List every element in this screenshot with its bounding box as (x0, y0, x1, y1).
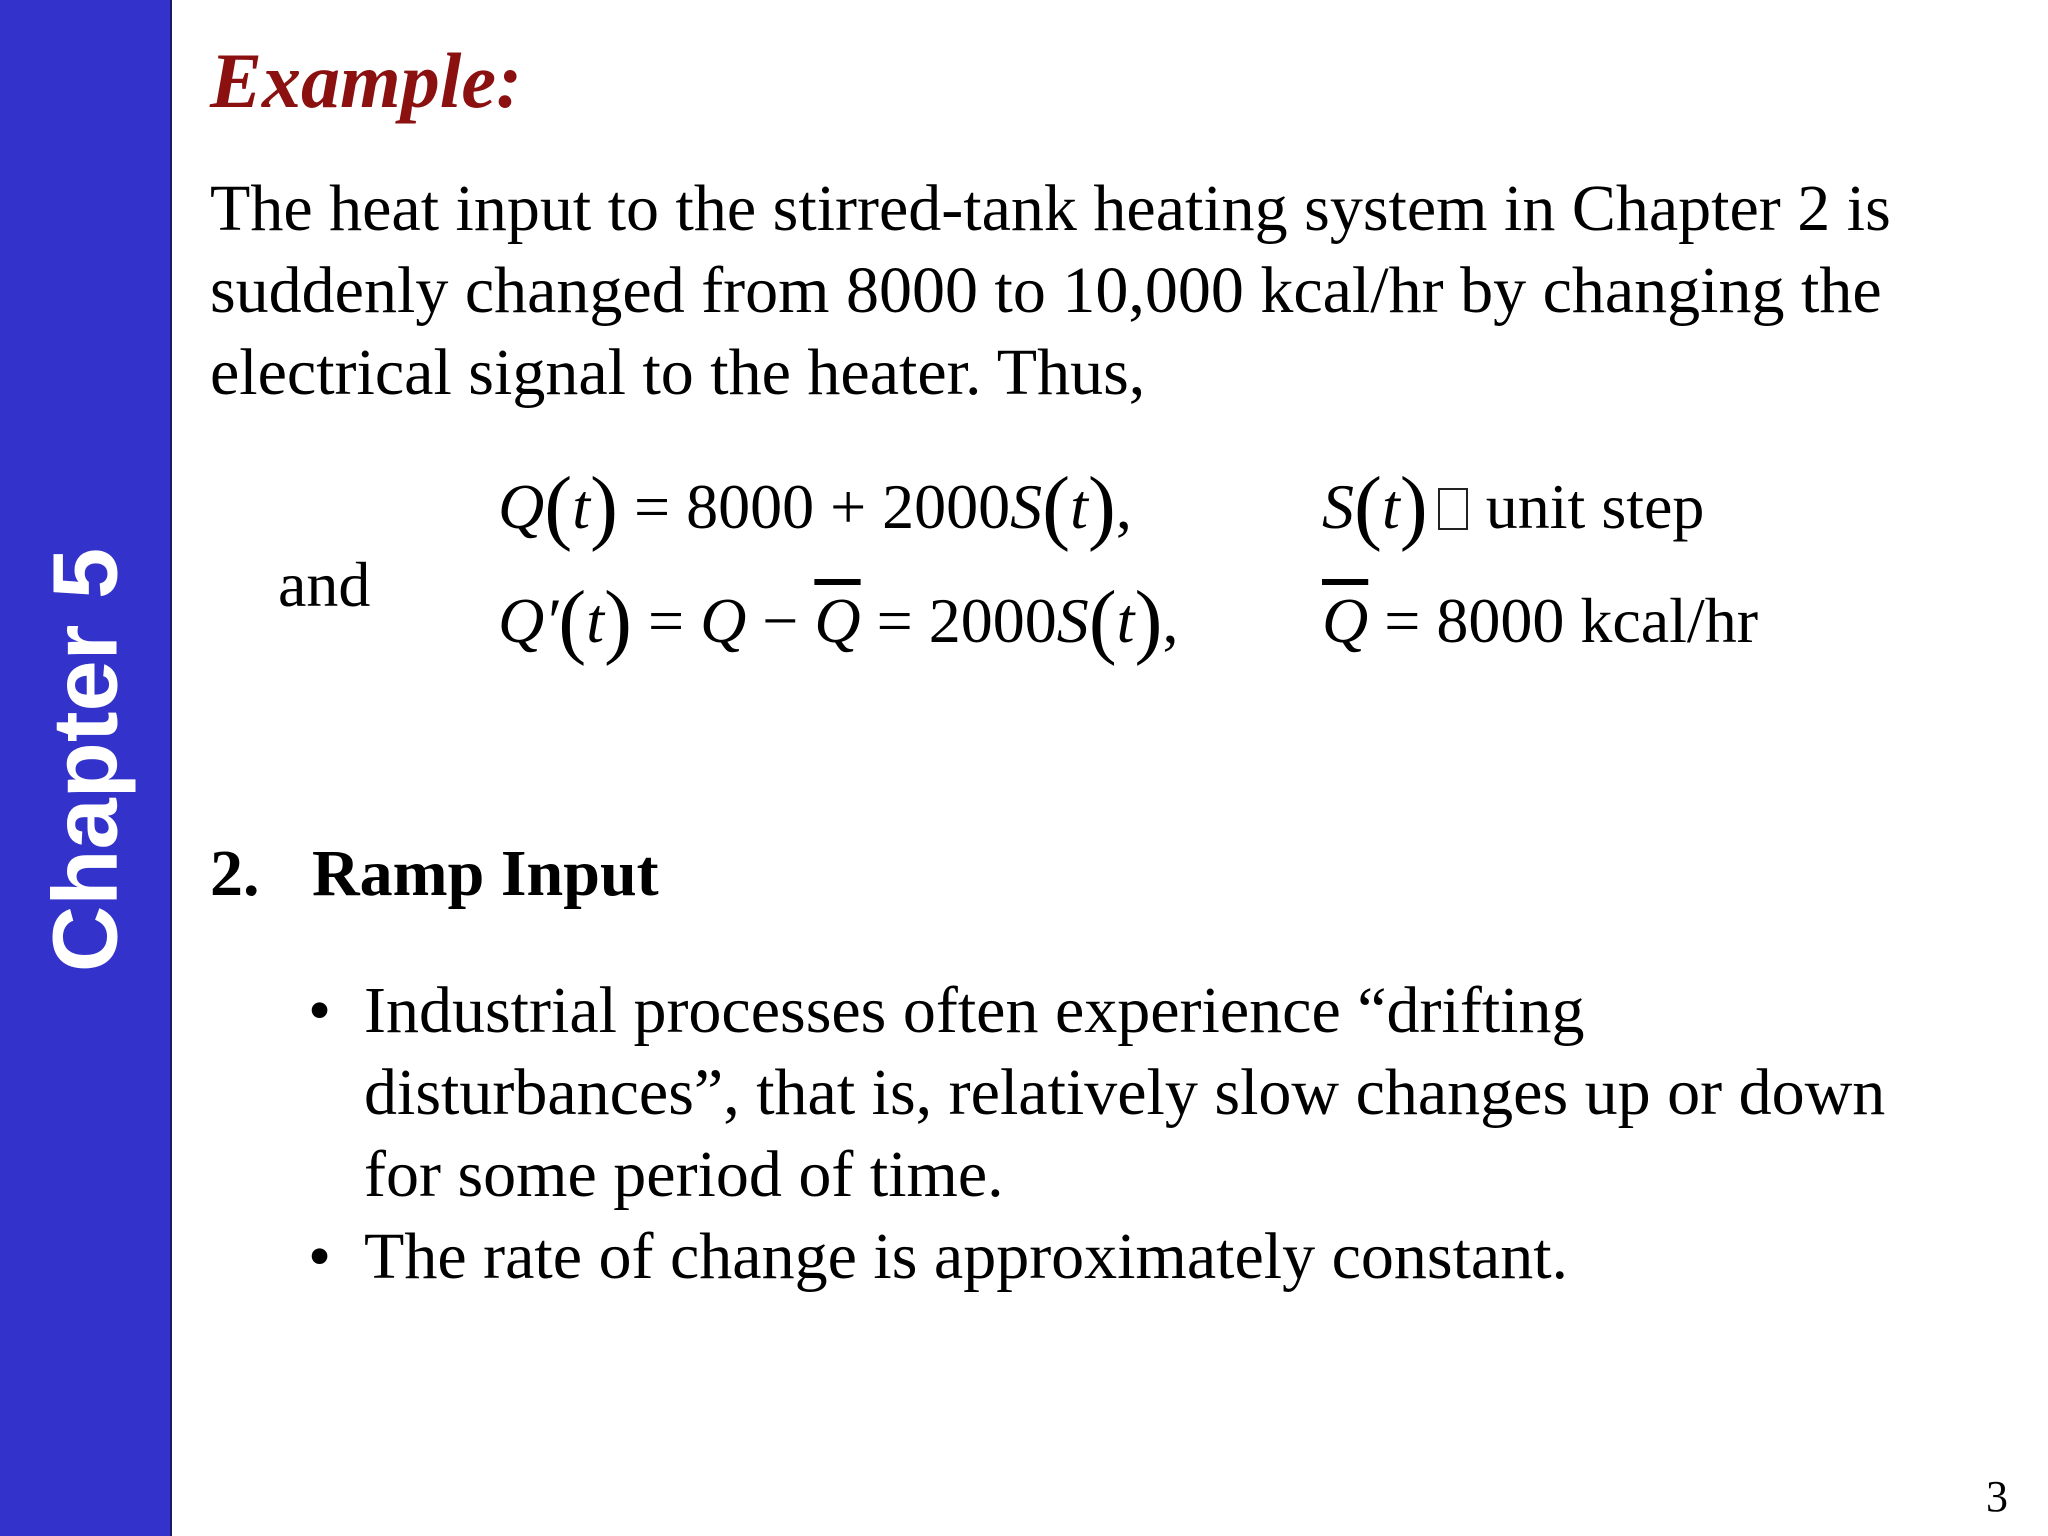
example-heading: Example: (210, 37, 522, 124)
intro-paragraph: The heat input to the stirred-tank heating system in Chapter 2 is suddenly changed from 8000 to 10,000 kcal/hr by changing the electrical signal to the heater. Thus, (210, 172, 1891, 409)
chapter-sidebar (0, 0, 172, 1536)
equation-q-deviation: $Q'(t) = Q - \overline{Q} = 2000S(t)$, (498, 574, 1179, 667)
chapter-label: Chapter 5 (34, 547, 137, 973)
section-heading: 2. Ramp Input (210, 837, 659, 910)
list-item: • Industrial processes often experience “drifting disturbances”, that is, relatively slow changes up or down for some period of time. (308, 970, 1968, 1216)
missing-glyph-box (1438, 488, 1468, 530)
page-number: 3 (1986, 1472, 2008, 1521)
and-label: and (278, 549, 371, 620)
bullet-list (308, 970, 1968, 1298)
equation-unit-step: S(t) unit step (1322, 460, 1705, 553)
bullet-icon: • (308, 1220, 332, 1293)
bullet-icon: • (308, 974, 332, 1047)
equation-q-bar: $\overline{Q} = 8000$ kcal/hr (1322, 585, 1758, 656)
list-item: • The rate of change is approximately constant. (308, 1216, 1968, 1298)
equation-q-of-t: Q(t) = 8000 + 2000S(t), (498, 460, 1132, 553)
